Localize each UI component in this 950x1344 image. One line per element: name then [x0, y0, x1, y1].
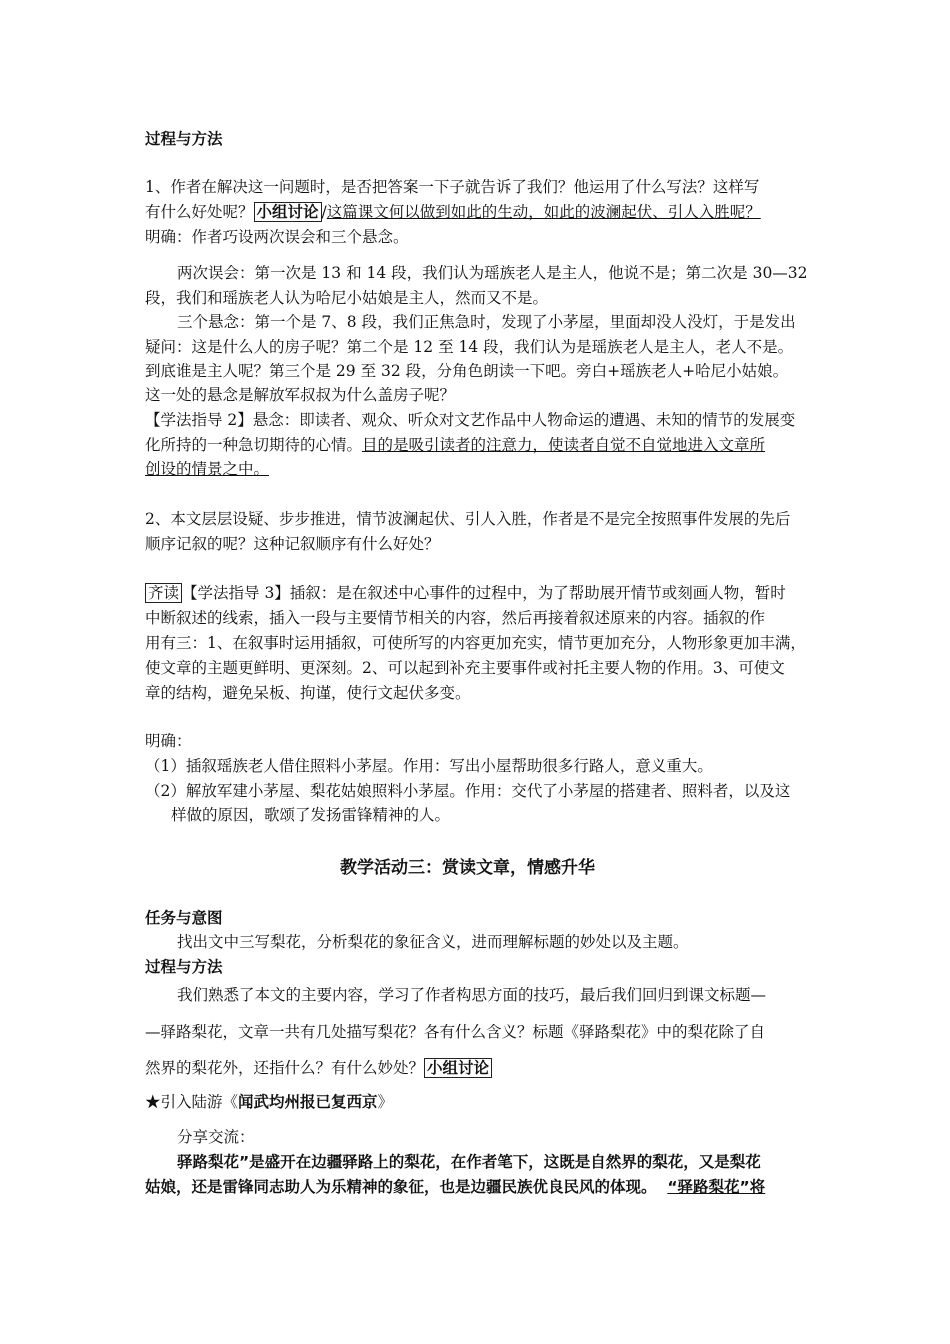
group-discussion-tag: 小组讨论	[254, 202, 322, 222]
guide-3-line-4: 使文章的主题更鲜明、更深刻。2、可以起到补充主要事件或衬托主要人物的作用。3、可使文	[145, 659, 785, 677]
suspense-line-4: 这一处的悬念是解放军叔叔为什么盖房子呢？	[145, 386, 456, 404]
section-heading-task: 任务与意图	[145, 909, 223, 927]
process-line-3	[145, 1057, 492, 1079]
question-1-text: 有什么好处呢？	[145, 203, 254, 221]
share-line-1: 驿路梨花”是盛开在边疆驿路上的梨花，在作者笔下，这既是自然界的梨花，又是梨花	[177, 1153, 761, 1171]
activity-3-title: 教学活动三：赏读文章，情感升华	[340, 858, 595, 878]
misunderstanding-line-2: 段，我们和瑶族老人认为哈尼小姑娘是主人，然而又不是。	[145, 289, 549, 307]
suspense-line-3: 到底谁是主人呢？第三个是 29 至 32 段，分角色朗读一下吧。旁白+瑶族老人+哈尼小姑娘。	[145, 362, 789, 380]
slash: /	[321, 203, 327, 221]
share-label: 分享交流：	[177, 1128, 255, 1146]
poem-prefix: ★引入陆游《	[145, 1093, 239, 1111]
guide-2-underlined: 目的是吸引读者的注意力，使读者自觉不自觉地进入文章所	[362, 436, 766, 454]
guide-3-line-1	[145, 582, 786, 604]
read-together-tag: 齐读	[145, 583, 182, 603]
suspense-line-2: 疑问：这是什么人的房子呢？第二个是 12 至 14 段，我们认为是瑶族老人是主人，老人不是。	[145, 338, 794, 356]
question-1-underlined: 这篇课文何以做到如此的生动，如此的波澜起伏、引人入胜呢？	[326, 203, 761, 221]
poem-intro	[145, 1091, 393, 1113]
guide-2-line-1: 【学法指导 2】悬念：即读者、观众、听众对文艺作品中人物命运的遭遇、未知的情节的发展变	[145, 411, 796, 429]
group-discussion-tag-2: 小组讨论	[424, 1058, 492, 1078]
process-line-1: 我们熟悉了本文的主要内容，学习了作者构思方面的技巧，最后我们回归到课文标题—	[177, 986, 767, 1004]
suspense-line-1: 三个悬念：第一个是 7、8 段，我们正焦急时，发现了小茅屋，里面却没人没灯，于是发出	[177, 313, 796, 331]
poem-title: 闻武均州报已复西京	[238, 1093, 378, 1111]
section-heading-process: 过程与方法	[145, 130, 223, 148]
share-text: 姑娘，还是雷锋同志助人为乐精神的象征，也是边疆民族优良民风的体现。	[145, 1178, 657, 1196]
question-2-line-2: 顺序记叙的呢？这种记叙顺序有什么好处？	[145, 535, 440, 553]
question-1-answer: 明确：作者巧设两次误会和三个悬念。	[145, 228, 409, 246]
guide-3-line-2: 中断叙述的线索，插入一段与主要情节相关的内容，然后再接着叙述原来的内容。插叙的作	[145, 609, 766, 627]
guide-3-line-5: 章的结构，避免呆板、拘谨，使行文起伏多变。	[145, 684, 471, 702]
misunderstanding-line-1: 两次误会：第一次是 13 和 14 段，我们认为瑶族老人是主人，他说不是；第二次是 30—32	[177, 264, 808, 282]
answer-item-1: （1）插叙瑶族老人借住照料小茅屋。作用：写出小屋帮助很多行路人，意义重大。	[145, 757, 713, 775]
share-line-2	[145, 1176, 765, 1198]
answer-item-2-line-1: （2）解放军建小茅屋、梨花姑娘照料小茅屋。作用：交代了小茅屋的搭建者、照料者，以及这	[145, 782, 791, 800]
poem-suffix: 》	[377, 1093, 394, 1111]
answer-item-2-line-2: 样做的原因，歌颂了发扬雷锋精神的人。	[171, 806, 451, 824]
section-heading-process-2: 过程与方法	[145, 958, 223, 976]
question-2-line-1: 2、本文层层设疑、步步推进，情节波澜起伏、引人入胜，作者是不是完全按照事件发展的先后	[145, 510, 791, 528]
task-text: 找出文中三写梨花，分析梨花的象征含义，进而理解标题的妙处以及主题。	[177, 933, 689, 951]
question-1-line-2	[145, 201, 761, 223]
share-underlined: “驿路梨花”将	[667, 1178, 766, 1196]
process-text: 然界的梨花外，还指什么？有什么妙处？	[145, 1059, 425, 1077]
guide-2-text: 化所持的一种急切期待的心情。	[145, 436, 363, 454]
process-line-2: —驿路梨花，文章一共有几处描写梨花？各有什么含义？标题《驿路梨花》中的梨花除了自	[145, 1023, 766, 1041]
question-1-line-1: 1、作者在解决这一问题时，是否把答案一下子就告诉了我们？他运用了什么写法？这样写	[145, 178, 760, 196]
guide-2-line-2	[145, 434, 765, 456]
guide-2-line-3: 创设的情景之中。	[145, 460, 270, 478]
guide-3-line-3: 用有三：1、在叙事时运用插叙，可使所写的内容更加充实，情节更加充分，人物形象更加丰满，	[145, 634, 806, 652]
guide-3-text: 【学法指导 3】插叙：是在叙述中心事件的过程中，为了帮助展开情节或刻画人物，暂时	[182, 584, 786, 602]
answer-label: 明确：	[145, 732, 192, 750]
